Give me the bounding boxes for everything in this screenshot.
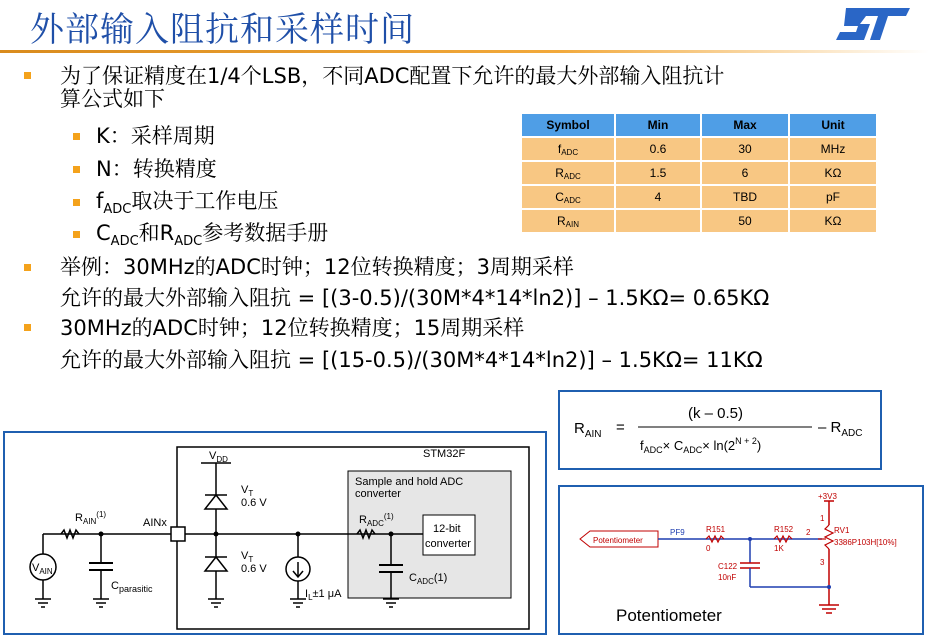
bullet-marker [24,324,31,331]
unit-cell: KΩ [789,161,877,185]
svg-text:=: = [616,419,625,436]
min-cell: 4 [615,185,701,209]
svg-text:R152: R152 [774,525,794,534]
max-cell: 50 [701,209,789,233]
svg-text:Cparasitic: $C_{parasitic}$ [111,580,153,594]
svg-text:converter: converter [425,538,471,550]
unit-cell: KΩ [789,209,877,233]
example-2-line-2: 允许的最大外部输入阻抗 = [(15-0.5)/(30M*4*14*ln2)] – 1.5KΩ= 11KΩ [60,348,763,372]
svg-text:RADC(1): $R_{ADC}^{(1)}$ [359,512,394,528]
min-cell: 1.5 [615,161,701,185]
example-1-line-2: 允许的最大外部输入阻抗 = [(3-0.5)/(30M*4*14*ln2)] – 1.5KΩ= 0.65KΩ [60,286,770,310]
potentiometer-caption: Potentiometer [616,606,722,625]
svg-text:Sample and hold ADC: Sample and hold ADC [355,476,464,488]
table-header: Symbol [521,113,615,137]
svg-text:10nF: 10nF [718,573,737,582]
svg-text:1: 1 [820,514,825,523]
adc-spec-table [520,112,878,234]
svg-text:VT: $V_T$ [241,484,254,498]
svg-text:12-bit: 12-bit [433,523,461,535]
table-row [521,209,877,233]
svg-text:3386P103H[10%]: 3386P103H[10%] [834,538,897,547]
svg-text:RAIN(1): $R_{AIN}^{(1)}$ [75,510,107,526]
svg-text:RV1: RV1 [834,526,850,535]
svg-text:Potentiometer: Potentiometer [593,536,643,545]
svg-text:1K: 1K [774,544,784,553]
svg-text:0.6 V: 0.6 V [241,497,267,509]
symbol-cell: $C_{ADC}$ [521,185,615,209]
table-header: Min [615,113,701,137]
bullet-marker [24,264,31,271]
svg-text:+3V3: +3V3 [818,492,837,501]
k-definition: K：采样周期 [96,124,215,148]
svg-text:PF9: PF9 [670,528,685,537]
min-cell: 0.6 [615,137,701,161]
table-header: Unit [789,113,877,137]
cadc-radc-definition: $C_{ADC}$和$R_{ADC}$参考数据手册 [96,221,329,249]
sample-hold-circuit [5,433,545,633]
svg-text:– RADC: – $R_{ADC}$ [818,419,863,439]
svg-text:AINx: AINx [143,517,167,529]
symbol-cell: $R_{ADC}$ [521,161,615,185]
title-underline [0,50,929,53]
potentiometer-schematic [558,485,924,635]
st-logo [836,4,910,44]
svg-text:fADC× CADC× ln(2N + 2): $f_{ADC}\times C_{ADC}\times \ln(2^{N + 2})$ [640,436,762,455]
symbol-cell: $R_{AIN}$ [521,209,615,233]
svg-text:converter: converter [355,488,401,500]
svg-text:VT: $V_T$ [241,550,254,564]
unit-cell: pF [789,185,877,209]
symbol-cell: $f_{ADC}$ [521,137,615,161]
example-1-line-1: 举例：30MHz的ADC时钟；12位转换精度；3周期采样 [60,255,574,279]
adc-input-schematic [3,431,547,635]
intro-line-2: 算公式如下 [60,87,165,111]
fadc-definition: $f_{ADC}$取决于工作电压 [96,189,279,217]
svg-text:IL±1 μA: $I_L\pm 1$ μA [305,588,342,602]
table-row [521,185,877,209]
svg-text:R151: R151 [706,525,726,534]
min-cell [615,209,701,233]
page-title: 外部输入阻抗和采样时间 [30,10,415,50]
table-header: Max [701,113,789,137]
svg-text:CADC(1): $C_{ADC}(1)$ [409,572,448,586]
svg-text:VDD: $V_{DD}$ [209,450,228,464]
potentiometer-circuit [560,487,922,633]
sub-bullet-marker [73,133,80,140]
rain-formula [560,392,880,468]
svg-text:2: 2 [806,528,811,537]
example-2-line-1: 30MHz的ADC时钟；12位转换精度；15周期采样 [60,316,525,340]
svg-text:STM32F: STM32F [423,448,466,460]
max-cell: TBD [701,185,789,209]
bullet-marker [24,72,31,79]
svg-text:VAIN: $V_{AIN}$ [32,562,53,576]
max-cell: 6 [701,161,789,185]
sub-bullet-marker [73,199,80,206]
rain-formula-box [558,390,882,470]
svg-text:0: 0 [706,544,711,553]
sub-bullet-marker [73,166,80,173]
svg-text:C122: C122 [718,562,738,571]
table-row [521,137,877,161]
svg-text:0.6 V: 0.6 V [241,563,267,575]
n-definition: N：转换精度 [96,157,217,181]
intro-line-1: 为了保证精度在1/4个LSB，不同ADC配置下允许的最大外部输入阻抗计 [60,64,725,88]
svg-text:3: 3 [820,558,825,567]
svg-text:RAIN: $R_{AIN}$ [574,420,602,440]
sub-bullet-marker [73,231,80,238]
max-cell: 30 [701,137,789,161]
table-row [521,161,877,185]
unit-cell: MHz [789,137,877,161]
svg-text:(k – 0.5): (k – 0.5) [688,405,744,422]
